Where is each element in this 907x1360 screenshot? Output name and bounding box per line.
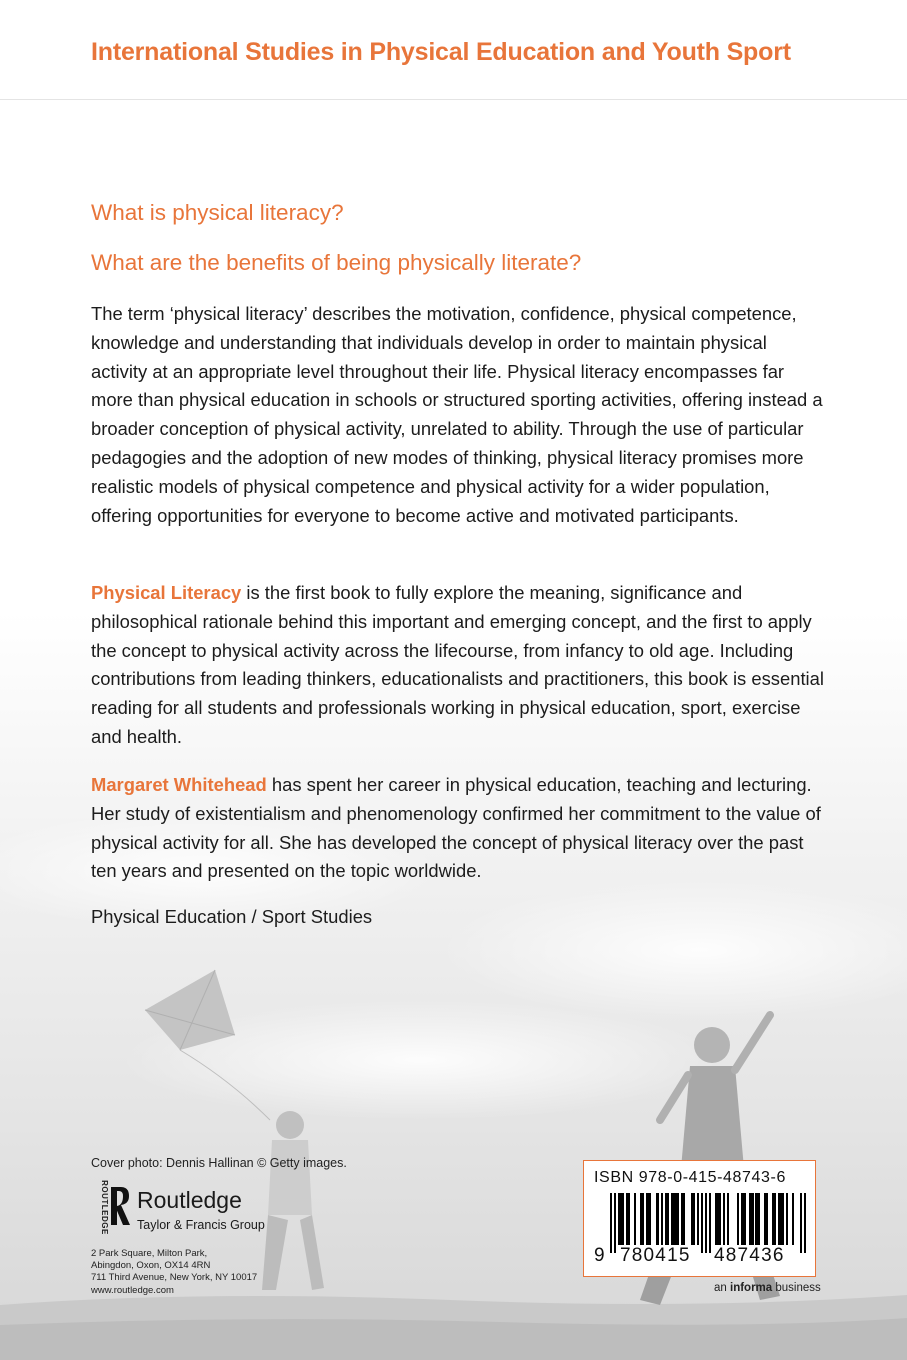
barcode-bar — [723, 1193, 725, 1245]
barcode-bar — [634, 1193, 636, 1245]
book-paragraph-text: is the first book to fully explore the meaning, significance and philosophical rationale behind this important and emerging concept, and the first to apply the concept to physical activity across the lifecourse, from infancy to old age. Including contributions from leading thinkers, educationalists and practitioners, this book is essential reading for all students and professionals working in physical education, sport, exercise and health. — [91, 582, 824, 747]
barcode-bar — [782, 1193, 784, 1245]
barcode-bar — [758, 1193, 760, 1245]
publisher-group: Taylor & Francis Group — [137, 1218, 265, 1232]
barcode-bar — [610, 1193, 612, 1253]
author-name-highlight: Margaret Whitehead — [91, 774, 267, 795]
barcode-bar — [774, 1193, 776, 1245]
barcode-bar — [786, 1193, 788, 1245]
series-title: International Studies in Physical Education and Youth Sport — [91, 38, 791, 66]
subject-category: Physical Education / Sport Studies — [91, 906, 373, 927]
isbn-label: ISBN 978-0-415-48743-6 — [594, 1169, 786, 1186]
barcode — [610, 1193, 806, 1253]
header-divider — [0, 99, 907, 100]
barcode-digits-right: 487436 — [714, 1245, 785, 1266]
barcode-bar — [628, 1193, 630, 1245]
publisher-website: www.routledge.com — [91, 1284, 174, 1296]
barcode-bar — [792, 1193, 794, 1245]
author-paragraph — [91, 771, 826, 886]
barcode-bar — [705, 1193, 707, 1253]
isbn-barcode-box — [583, 1160, 816, 1277]
informa-prefix: an — [714, 1282, 730, 1294]
book-paragraph — [91, 579, 826, 752]
barcode-lead-digit: 9 — [594, 1245, 605, 1266]
barcode-bar — [804, 1193, 806, 1253]
informa-suffix: business — [772, 1282, 821, 1294]
address-line-3: 711 Third Avenue, New York, NY 10017 — [91, 1272, 258, 1284]
barcode-bar — [800, 1193, 802, 1253]
question-heading-2: What are the benefits of being physically literate? — [91, 250, 582, 275]
barcode-bar — [766, 1193, 768, 1245]
barcode-bar — [743, 1193, 745, 1245]
barcode-bar — [677, 1193, 679, 1245]
informa-tagline — [714, 1282, 821, 1294]
routledge-logo — [91, 1180, 291, 1235]
barcode-bar — [614, 1193, 616, 1253]
barcode-bar — [622, 1193, 624, 1245]
question-heading-1: What is physical literacy? — [91, 200, 344, 225]
routledge-r-icon — [107, 1185, 133, 1229]
barcode-bar — [648, 1193, 650, 1245]
barcode-bar — [719, 1193, 721, 1245]
barcode-bar — [661, 1193, 663, 1245]
barcode-bar — [727, 1193, 729, 1245]
barcode-bar — [693, 1193, 695, 1245]
barcode-bar — [709, 1193, 711, 1253]
barcode-bar — [737, 1193, 739, 1245]
publisher-name: Routledge — [137, 1187, 242, 1213]
description-paragraph: The term ‘physical literacy’ describes the motivation, confidence, physical competence, knowledge and understanding that individuals develop in order to maintain physical activity at an appropriate level throughout their life. Physical literacy encompasses far more than physical education in schools or structured sporting activities, offering instead a broader conception of physical activity, unrelated to ability. Through the use of particular pedagogies and the adoption of new modes of thinking, physical literacy promises more realistic models of physical competence and physical activity for a wider population, offering opportunities for everyone to become active and motivated participants. — [91, 303, 823, 526]
address-line-1: 2 Park Square, Milton Park, — [91, 1248, 208, 1259]
barcode-digits-left: 780415 — [620, 1245, 691, 1266]
author-paragraph-text: has spent her career in physical education, teaching and lecturing. Her study of existentialism and phenomenology confirmed her commitment to the value of physical activity for all. She has developed the concept of physical literacy over the past ten years and presented on the topic worldwide. — [91, 774, 821, 882]
routledge-vertical-wordmark: ROUTLEDGE — [99, 1180, 109, 1235]
barcode-bar — [697, 1193, 699, 1245]
publisher-address — [91, 1248, 257, 1297]
barcode-bar — [656, 1193, 658, 1245]
book-title-highlight: Physical Literacy — [91, 582, 242, 603]
barcode-bar — [683, 1193, 685, 1245]
address-line-2: Abingdon, Oxon, OX14 4RN — [91, 1260, 211, 1272]
photo-credit: Cover photo: Dennis Hallinan © Getty images. — [91, 1156, 347, 1170]
series-header — [0, 0, 907, 100]
barcode-bar — [667, 1193, 669, 1245]
barcode-bar — [751, 1193, 753, 1245]
informa-brand: informa — [730, 1282, 773, 1294]
barcode-bar — [642, 1193, 644, 1245]
barcode-bar — [701, 1193, 703, 1253]
